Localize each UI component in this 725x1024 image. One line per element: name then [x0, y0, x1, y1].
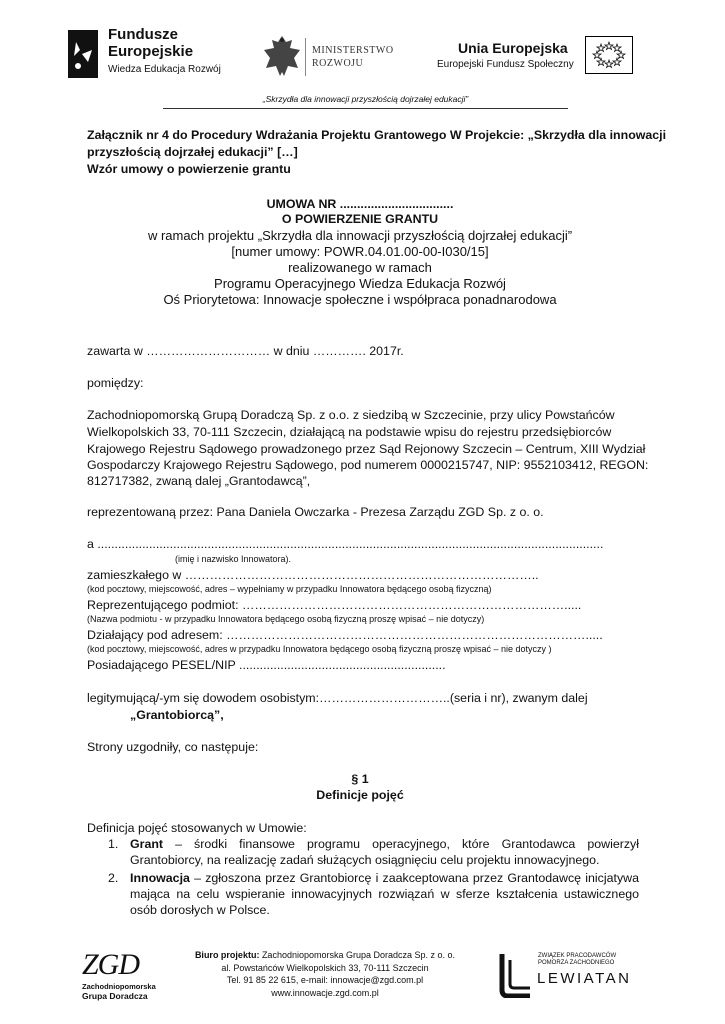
header-divider: [163, 108, 568, 109]
project-office-line3: Tel. 91 85 22 615, e-mail: innowacje@zgd.com.pl: [226, 975, 424, 985]
zgd-logo: [82, 950, 162, 1001]
contract-line4: Programu Operacyjnego Wiedza Edukacja Rozwój: [214, 276, 506, 291]
contract-line2: [numer umowy: POWR.04.01.00-00-I030/15]: [231, 244, 489, 259]
fe-logo-line2: Europejskie: [108, 43, 194, 60]
ue-line2: Europejski Fundusz Społeczny: [437, 59, 574, 70]
represented-entity-line: Reprezentującego podmiot: …………………………………………………………………….....: [87, 598, 582, 612]
residence-hint: (kod pocztowy, miejscowość, adres – wypełniamy w przypadku Innowatora będącego osobą fizyczną): [87, 584, 492, 594]
lewiatan-sub2: POMORZA ZACHODNIEGO: [538, 960, 615, 966]
grantobiorca-label: „Grantobiorcą”,: [130, 708, 224, 722]
definitions-intro: Definicja pojęć stosowanych w Umowie:: [87, 821, 307, 835]
zgd-logo-sub2: Grupa Doradcza: [82, 991, 148, 1001]
zgd-line2: Wielkopolskich 33, 70-111 Szczecin, działającą na podstawie wpisu do rejestru przedsiębiorców: [87, 425, 612, 439]
zgd-line1: Zachodniopomorską Grupą Doradczą Sp. z o.o. z siedzibą w Szczecinie, przy ulicy Powstańców: [87, 408, 615, 422]
represented-entity-hint: (Nazwa podmiotu - w przypadku Innowatora będącego osobą fizyczną proszę wpisać – nie dotyczy): [87, 614, 485, 624]
zgd-line3: Krajowego Rejestru Sądowego prowadzonego przez Sąd Rejonowy Szczecin – Centrum, XIII Wydział: [87, 442, 646, 456]
lewiatan-sub1: ZWIĄZEK PRACODAWCÓW: [538, 953, 617, 959]
contract-line5: Oś Priorytetowa: Innowacje społeczne i współpraca ponadnarodowa: [163, 292, 557, 307]
address-hint: (kod pocztowy, miejscowość, adres w przypadku Innowatora będącego osobą fizyczną proszę wpisać – nie dotyczy ): [87, 644, 552, 654]
contract-subject: O POWIERZENIE GRANTU: [281, 212, 439, 226]
project-office-line4: www.innowacje.zgd.com.pl: [271, 987, 379, 998]
definition-text: – środki finansowe programu operacyjnego, które Grantodawca powierzył Grantobiorcy, na realizację zadań służących osiągnięciu celu projektu innowacyjnego.: [130, 837, 639, 867]
zgd-logo-mark: ZGD: [82, 948, 140, 981]
pesel-line: Posiadającego PESEL/NIP ............................................................: [87, 658, 446, 672]
definition-term: Grant: [130, 837, 164, 851]
eu-flag-icon: [585, 36, 633, 74]
parties-agreed-line: Strony uzgodniły, co następuje:: [87, 740, 259, 754]
lewiatan-logo-icon: [496, 952, 532, 998]
definition-number: 1.: [108, 837, 119, 851]
ministry-line1: MINISTERSTWO: [312, 45, 394, 56]
zawarta-line: zawarta w ………………………… w dniu …………. 2017r.: [87, 344, 404, 358]
zgd-line4: Gospodarczy Krajowego Rejestru Sądowego, pod numerem 0000215747, NIP: 9552103412, REGON:: [87, 458, 649, 472]
definitions-list: [108, 836, 639, 918]
definition-item: [108, 870, 639, 918]
zgd-line5: 812717382, zwaną dalej „Grantodawcą”,: [87, 474, 311, 488]
doc-title-line3: Wzór umowy o powierzenie grantu: [87, 162, 291, 176]
fundusze-europejskie-logo-icon: [66, 28, 100, 80]
doc-title-line2: przyszłością dojrzałej edukacji” […]: [87, 145, 298, 159]
id-card-line: legitymującą/-ym się dowodem osobistym:…………………………..(seria i nr), zwanym dalej: [87, 691, 588, 705]
project-office: [170, 949, 480, 999]
header-tagline: „Skrzydła dla innowacji przyszłością dojrzałej edukacji”: [262, 94, 469, 104]
contract-line3: realizowanego w ramach: [288, 260, 432, 275]
definition-text: – zgłoszona przez Grantobiorcę i zaakceptowana przez Grantodawcę inicjatywa mająca na celu wspieranie innowacyjnych rozwiązań w sferze kształcenia ustawicznego osób dorosłych w Polsce.: [130, 871, 639, 917]
contract-number: UMOWA NR .................................: [266, 197, 454, 211]
definition-term: Innowacja: [130, 871, 190, 885]
ue-line1: Unia Europejska: [458, 40, 568, 56]
ministry-line2: ROZWOJU: [312, 58, 364, 69]
section-number: § 1: [351, 772, 369, 786]
project-office-label: Biuro projektu:: [194, 950, 260, 960]
innovator-name-line: a ...................................................................................................................................................: [87, 537, 604, 551]
innovator-name-hint: (imię i nazwisko Innowatora).: [175, 554, 292, 564]
project-office-line1: Zachodniopomorska Grupa Doradcza Sp. z o. o.: [259, 950, 456, 960]
polish-eagle-icon: [262, 34, 302, 78]
fe-logo-line3: Wiedza Edukacja Rozwój: [108, 64, 221, 75]
doc-title-line1: Załącznik nr 4 do Procedury Wdrażania Projektu Grantowego W Projekcie: „Skrzydła dla innowacji: [87, 128, 667, 142]
project-office-line2: al. Powstańców Wielkopolskich 33, 70-111 Szczecin: [221, 962, 429, 973]
fe-logo-line1: Fundusze: [108, 26, 178, 43]
lewiatan-name: LEWIATAN: [537, 970, 632, 987]
zgd-logo-sub1: Zachodniopomorska: [82, 982, 156, 991]
header-logos: [0, 0, 725, 100]
representation-line: reprezentowaną przez: Pana Daniela Owczarka - Prezesa Zarządu ZGD Sp. z o. o.: [87, 505, 544, 519]
address-line: Działający pod adresem: …………………………………………………………………………….....: [87, 628, 603, 642]
ministry-divider: [305, 38, 306, 76]
definition-number: 2.: [108, 871, 119, 885]
section-title: Definicje pojęć: [316, 788, 404, 802]
residence-line: zamieszkałego w …………………………………………………………………………..: [87, 568, 539, 582]
definition-item: [108, 836, 639, 868]
footer: [0, 940, 725, 1024]
pomiedzy-label: pomiędzy:: [87, 376, 144, 390]
contract-line1: w ramach projektu „Skrzydła dla innowacji przyszłością dojrzałej edukacji”: [147, 228, 573, 243]
